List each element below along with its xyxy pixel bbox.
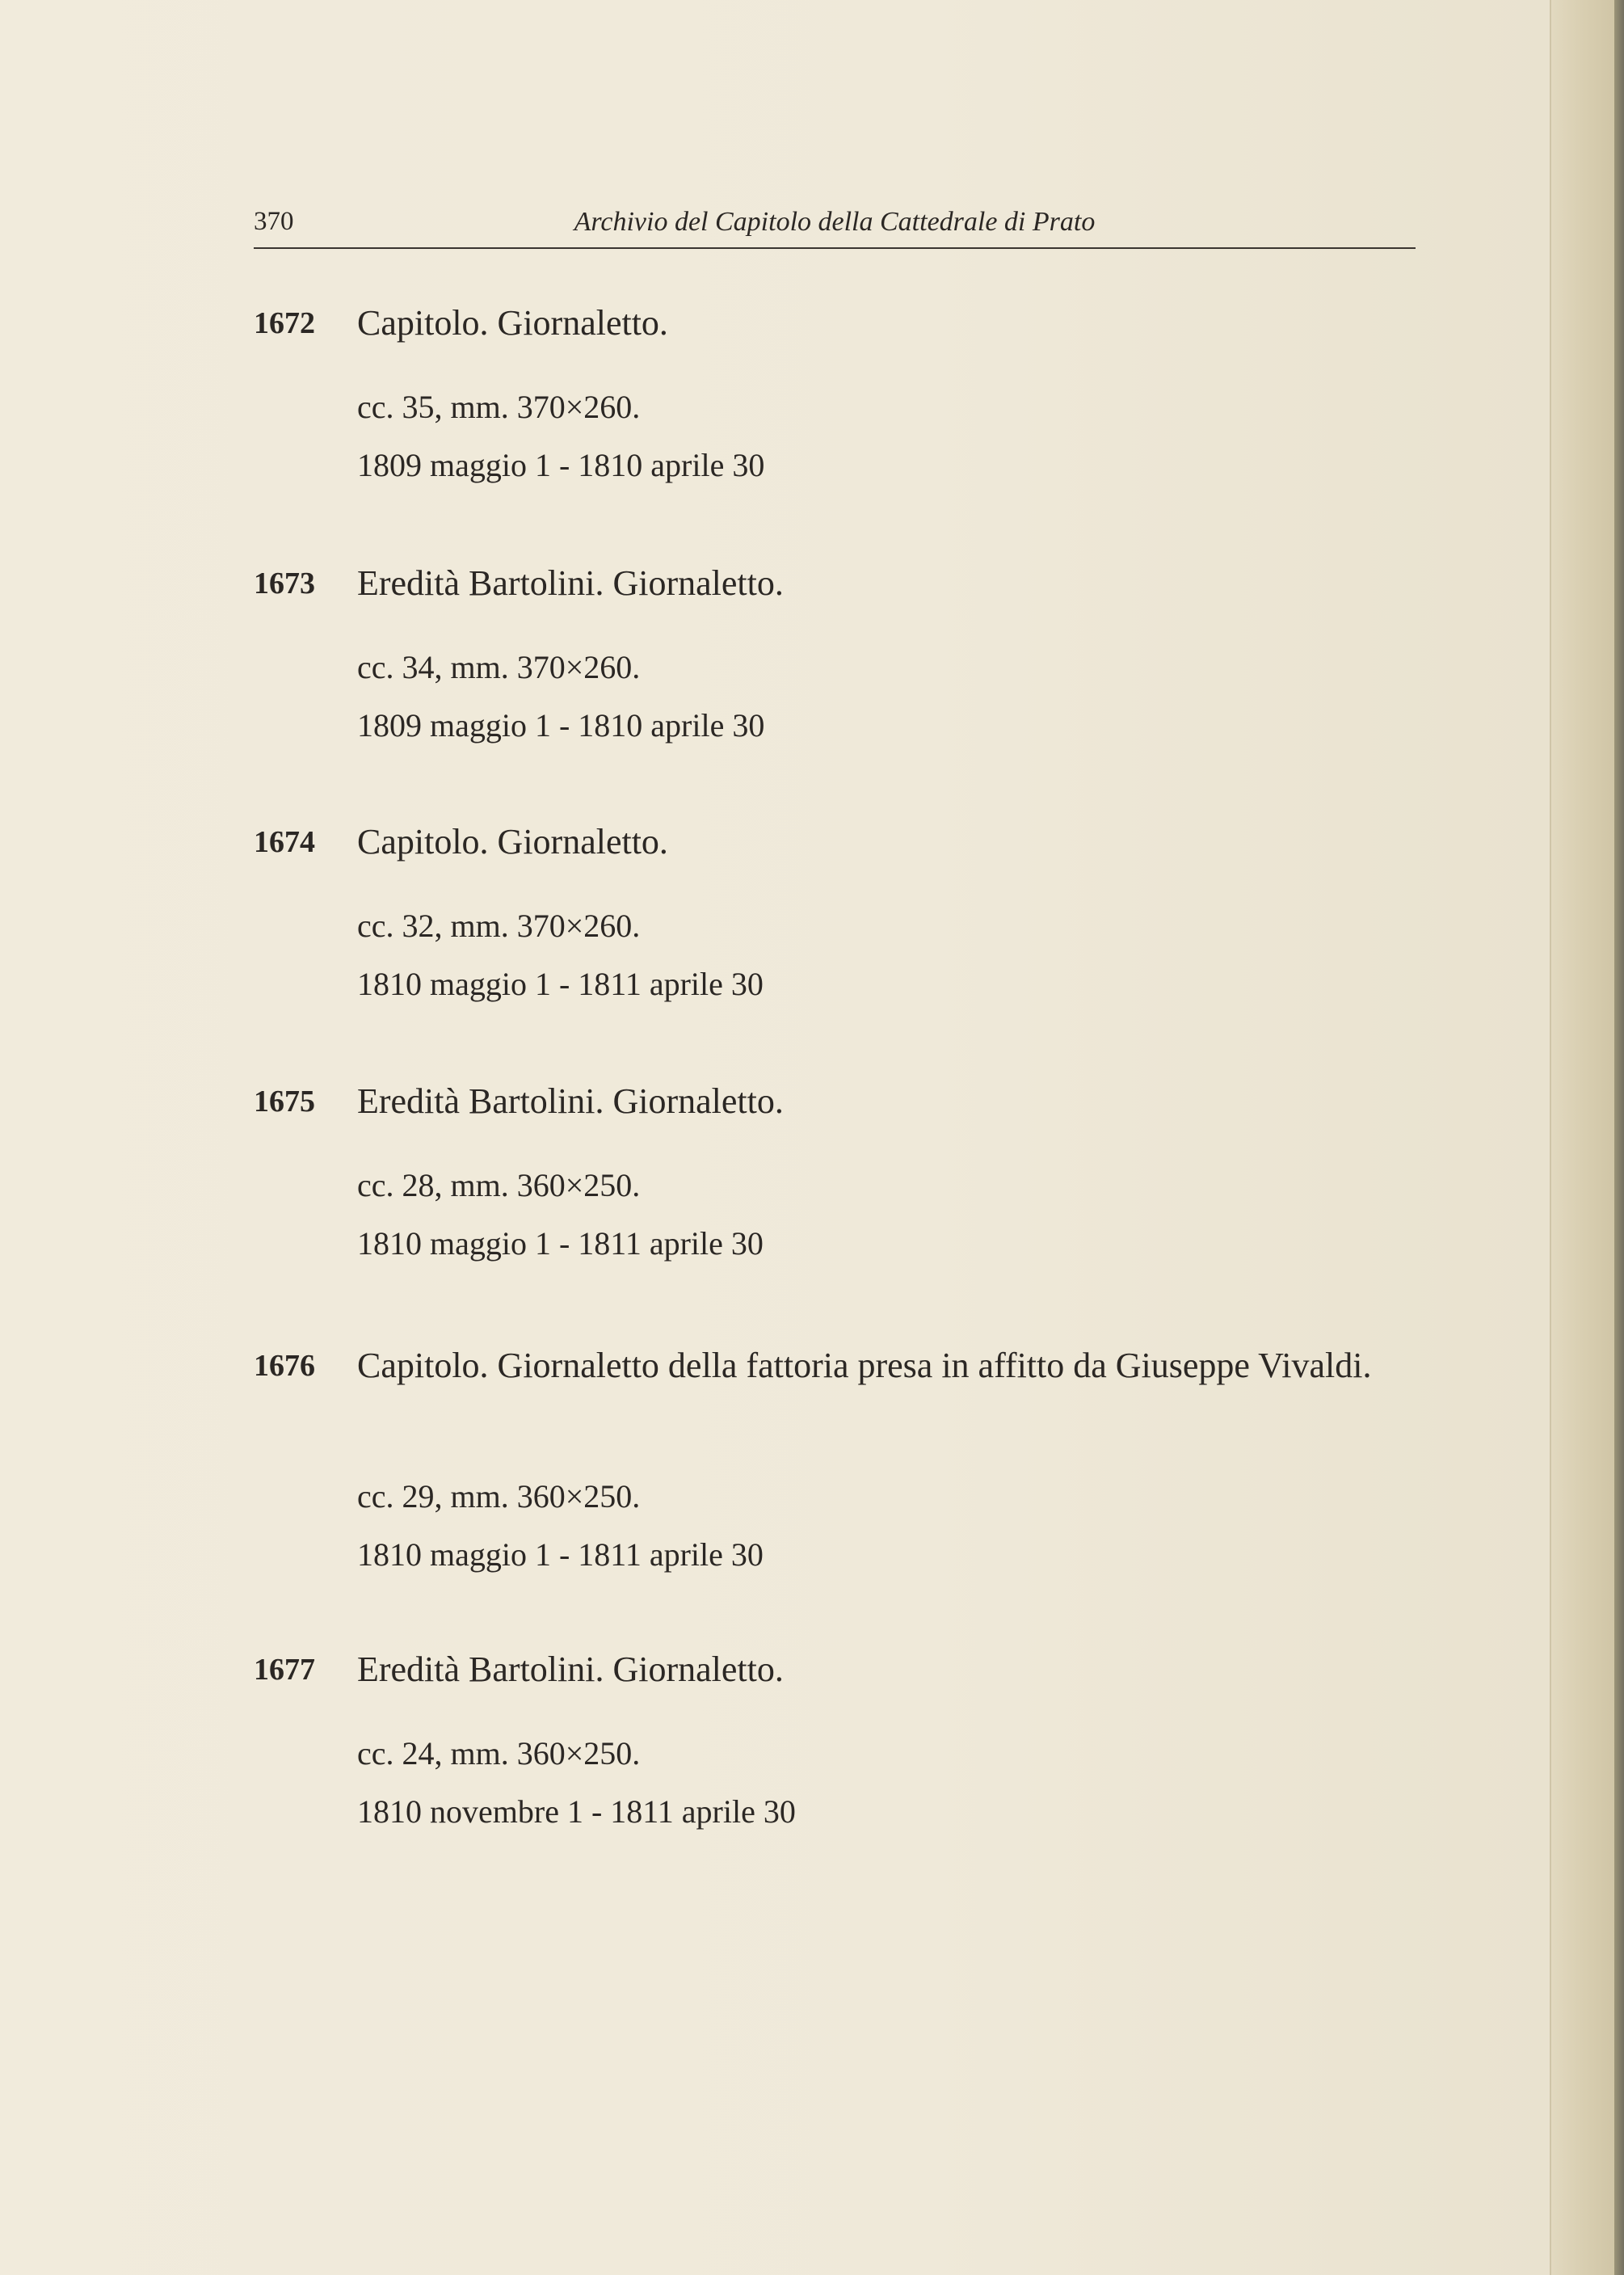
- entry-extent: cc. 29, mm. 360×250.: [357, 1478, 641, 1515]
- entry-title: Capitolo. Giornaletto della fattoria presa in affitto da Giuseppe Vivaldi.: [357, 1346, 1372, 1385]
- entry-extent: cc. 35, mm. 370×260.: [357, 389, 641, 425]
- entry-extent: cc. 28, mm. 360×250.: [357, 1167, 641, 1203]
- entry-extent: cc. 34, mm. 370×260.: [357, 649, 641, 685]
- entry-title: Eredità Bartolini. Giornaletto.: [357, 1081, 784, 1121]
- entry-extent: cc. 24, mm. 360×250.: [357, 1735, 641, 1772]
- entry-title: Capitolo. Giornaletto.: [357, 303, 668, 343]
- entry-number: 1675: [254, 1085, 315, 1119]
- book-spine: [1550, 0, 1624, 2275]
- page-number: 370: [254, 207, 294, 236]
- entry-number: 1674: [254, 825, 315, 859]
- entry-number: 1676: [254, 1349, 315, 1383]
- entry-title: Eredità Bartolini. Giornaletto.: [357, 563, 784, 603]
- entry-dates: 1810 maggio 1 - 1811 aprile 30: [357, 966, 764, 1002]
- entry-title: Eredità Bartolini. Giornaletto.: [357, 1649, 784, 1689]
- entry-title: Capitolo. Giornaletto.: [357, 822, 668, 862]
- running-title: Archivio del Capitolo della Cattedrale di Prato: [574, 207, 1096, 237]
- page-header: [254, 202, 1416, 249]
- entry-number: 1673: [254, 567, 315, 600]
- entry-dates: 1809 maggio 1 - 1810 aprile 30: [357, 447, 765, 483]
- entry-dates: 1810 maggio 1 - 1811 aprile 30: [357, 1536, 764, 1573]
- entry-number: 1677: [254, 1653, 315, 1687]
- page-edge: [1614, 0, 1624, 2275]
- entry-dates: 1810 novembre 1 - 1811 aprile 30: [357, 1793, 796, 1830]
- entry-dates: 1809 maggio 1 - 1810 aprile 30: [357, 707, 765, 744]
- entry-dates: 1810 maggio 1 - 1811 aprile 30: [357, 1225, 764, 1262]
- entry-extent: cc. 32, mm. 370×260.: [357, 908, 641, 944]
- entry-number: 1672: [254, 306, 315, 340]
